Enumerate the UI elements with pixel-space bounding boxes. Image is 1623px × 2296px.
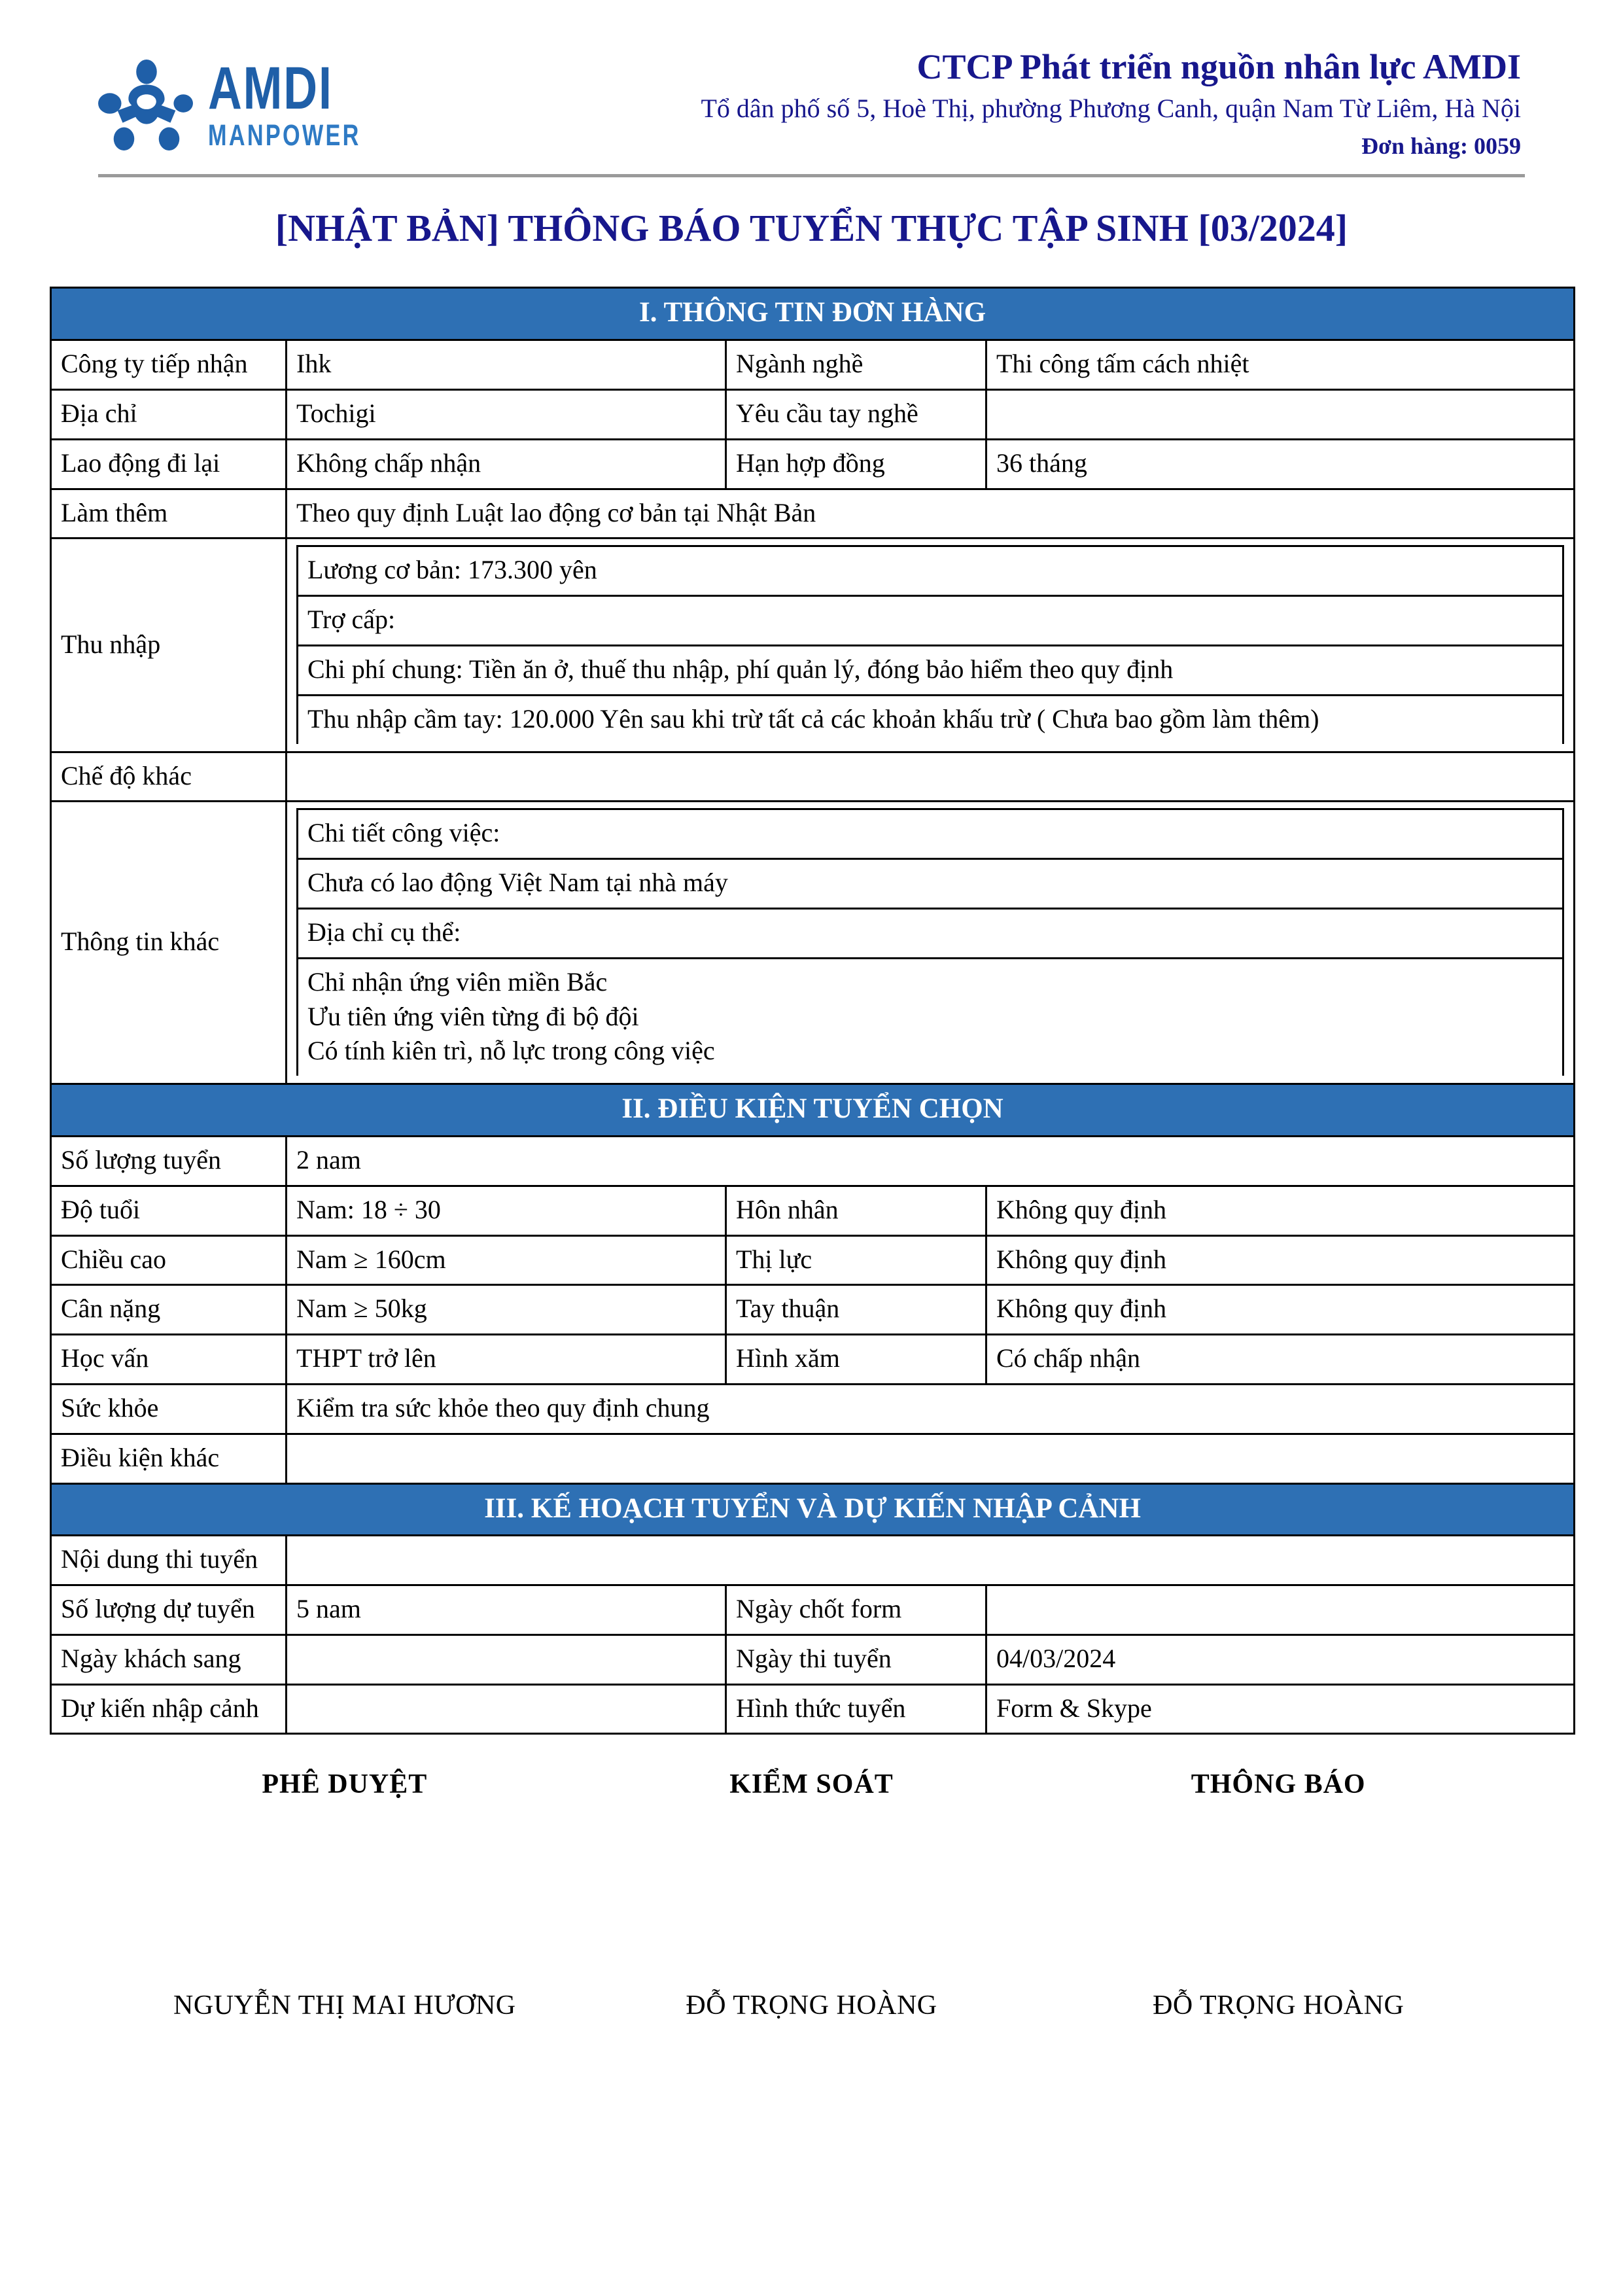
value-lam-them: Theo quy định Luật lao động cơ bản tại Nhật Bản bbox=[287, 489, 1575, 539]
table-row bbox=[51, 1585, 1575, 1635]
thong-tin-chua-co-lao-dong: Chưa có lao động Việt Nam tại nhà máy bbox=[298, 859, 1563, 909]
table-row bbox=[51, 752, 1575, 802]
signature-name-approve: NGUYỄN THỊ MAI HƯƠNG bbox=[173, 1990, 516, 2021]
label-ngay-chot-form: Ngày chốt form bbox=[726, 1585, 986, 1635]
recruitment-table bbox=[50, 287, 1575, 1735]
table-row bbox=[51, 539, 1575, 752]
signature-column-notify bbox=[1045, 1769, 1512, 2021]
thong-tin-dia-chi-cu-the: Địa chỉ cụ thể: bbox=[298, 908, 1563, 958]
label-thu-nhap: Thu nhập bbox=[51, 539, 287, 752]
table-row bbox=[51, 1536, 1575, 1585]
label-che-do-khac: Chế độ khác bbox=[51, 752, 287, 802]
section-header-3: III. KẾ HOẠCH TUYỂN VÀ DỰ KIẾN NHẬP CẢNH bbox=[51, 1483, 1575, 1536]
label-hon-nhan: Hôn nhân bbox=[726, 1186, 986, 1235]
value-dieu-kien-khac bbox=[287, 1434, 1575, 1483]
value-cong-ty-tiep-nhan: Ihk bbox=[287, 340, 726, 390]
table-row bbox=[51, 1483, 1575, 1536]
label-chieu-cao: Chiều cao bbox=[51, 1235, 287, 1285]
table-row bbox=[51, 802, 1575, 1084]
logo-text-manpower: MANPOWER bbox=[208, 118, 361, 152]
value-ngay-khach-sang bbox=[287, 1634, 726, 1684]
table-row bbox=[51, 1684, 1575, 1734]
table-row bbox=[51, 288, 1575, 340]
signature-title-control: KIỂM SOÁT bbox=[729, 1769, 894, 1800]
label-yeu-cau-tay-nghe: Yêu cầu tay nghề bbox=[726, 390, 986, 440]
signature-column-control bbox=[578, 1769, 1045, 2021]
value-thi-luc: Không quy định bbox=[986, 1235, 1575, 1285]
value-che-do-khac bbox=[287, 752, 1575, 802]
yeu-cau-kien-tri: Có tính kiên trì, nỗ lực trong công việc bbox=[307, 1036, 715, 1066]
value-noi-dung-thi-tuyen bbox=[287, 1536, 1575, 1585]
order-number: Đơn hàng: 0059 bbox=[1361, 133, 1521, 160]
table-row bbox=[51, 1335, 1575, 1385]
value-yeu-cau-tay-nghe bbox=[986, 390, 1575, 440]
thong-tin-yeu-cau-bo-sung bbox=[298, 958, 1563, 1076]
label-dia-chi: Địa chỉ bbox=[51, 390, 287, 440]
label-ngay-thi-tuyen: Ngày thi tuyển bbox=[726, 1634, 986, 1684]
label-noi-dung-thi-tuyen: Nội dung thi tuyển bbox=[51, 1536, 287, 1585]
main-table-wrapper bbox=[50, 287, 1573, 1735]
thu-nhap-cam-tay: Thu nhập cầm tay: 120.000 Yên sau khi trừ tất cả các khoản khấu trừ ( Chưa bao gồm làm thêm) bbox=[298, 695, 1563, 743]
table-row bbox=[51, 1084, 1575, 1137]
yeu-cau-mien-bac: Chỉ nhận ứng viên miền Bắc bbox=[307, 966, 608, 997]
value-do-tuoi: Nam: 18 ÷ 30 bbox=[287, 1186, 726, 1235]
value-tay-thuan: Không quy định bbox=[986, 1285, 1575, 1335]
value-can-nang: Nam ≥ 50kg bbox=[287, 1285, 726, 1335]
signature-title-approve: PHÊ DUYỆT bbox=[262, 1769, 428, 1800]
value-so-luong-tuyen: 2 nam bbox=[287, 1136, 1575, 1186]
list-item bbox=[298, 695, 1563, 743]
value-hon-nhan: Không quy định bbox=[986, 1186, 1575, 1235]
company-name: CTCP Phát triển nguồn nhân lực AMDI bbox=[916, 47, 1521, 86]
thu-nhap-luong-co-ban: Lương cơ bản: 173.300 yên bbox=[298, 546, 1563, 596]
label-han-hop-dong: Hạn hợp đồng bbox=[726, 439, 986, 489]
logo-wordmark bbox=[208, 54, 369, 152]
value-nganh-nghe: Thi công tấm cách nhiệt bbox=[986, 340, 1575, 390]
label-thong-tin-khac: Thông tin khác bbox=[51, 802, 287, 1084]
document-header bbox=[0, 0, 1623, 160]
value-thong-tin-khac-group bbox=[287, 802, 1575, 1084]
signature-space-approve bbox=[111, 1800, 578, 1990]
value-ngay-thi-tuyen: 04/03/2024 bbox=[986, 1634, 1575, 1684]
list-item bbox=[298, 809, 1563, 859]
signature-column-approve bbox=[111, 1769, 578, 2021]
label-lam-them: Làm thêm bbox=[51, 489, 287, 539]
label-so-luong-du-tuyen: Số lượng dự tuyển bbox=[51, 1585, 287, 1635]
label-can-nang: Cân nặng bbox=[51, 1285, 287, 1335]
list-item bbox=[298, 646, 1563, 696]
value-suc-khoe: Kiểm tra sức khỏe theo quy định chung bbox=[287, 1384, 1575, 1434]
label-hoc-van: Học vấn bbox=[51, 1335, 287, 1385]
table-row bbox=[51, 1634, 1575, 1684]
table-row bbox=[51, 1186, 1575, 1235]
label-nganh-nghe: Ngành nghề bbox=[726, 340, 986, 390]
signature-name-notify: ĐỖ TRỌNG HOÀNG bbox=[1153, 1990, 1405, 2021]
company-logo bbox=[98, 47, 369, 150]
label-tay-thuan: Tay thuận bbox=[726, 1285, 986, 1335]
table-row bbox=[51, 1285, 1575, 1335]
list-item bbox=[298, 859, 1563, 909]
value-hinh-xam: Có chấp nhận bbox=[986, 1335, 1575, 1385]
label-suc-khoe: Sức khỏe bbox=[51, 1384, 287, 1434]
value-lao-dong-di-lai: Không chấp nhận bbox=[287, 439, 726, 489]
list-item bbox=[298, 596, 1563, 646]
table-row bbox=[51, 340, 1575, 390]
value-dia-chi: Tochigi bbox=[287, 390, 726, 440]
label-du-kien-nhap-canh: Dự kiến nhập cảnh bbox=[51, 1684, 287, 1734]
label-so-luong-tuyen: Số lượng tuyển bbox=[51, 1136, 287, 1186]
signature-name-control: ĐỖ TRỌNG HOÀNG bbox=[686, 1990, 937, 2021]
yeu-cau-bo-doi: Ưu tiên ứng viên từng đi bộ đội bbox=[307, 1001, 639, 1031]
header-divider bbox=[98, 174, 1525, 177]
thu-nhap-chi-phi-chung: Chi phí chung: Tiền ăn ở, thuế thu nhập, phí quản lý, đóng bảo hiểm theo quy định bbox=[298, 646, 1563, 696]
label-hinh-thuc-tuyen: Hình thức tuyển bbox=[726, 1684, 986, 1734]
signature-space-control bbox=[578, 1800, 1045, 1990]
section-header-2: II. ĐIỀU KIỆN TUYỂN CHỌN bbox=[51, 1084, 1575, 1137]
company-address: Tổ dân phố số 5, Hoè Thị, phường Phương Canh, quận Nam Từ Liêm, Hà Nội bbox=[701, 94, 1521, 124]
value-du-kien-nhap-canh bbox=[287, 1684, 726, 1734]
header-company-block bbox=[369, 47, 1525, 160]
label-cong-ty-tiep-nhan: Công ty tiếp nhận bbox=[51, 340, 287, 390]
value-thu-nhap-group bbox=[287, 539, 1575, 752]
thu-nhap-tro-cap: Trợ cấp: bbox=[298, 596, 1563, 646]
table-row bbox=[51, 489, 1575, 539]
value-so-luong-du-tuyen: 5 nam bbox=[287, 1585, 726, 1635]
signature-title-notify: THÔNG BÁO bbox=[1191, 1769, 1366, 1800]
label-ngay-khach-sang: Ngày khách sang bbox=[51, 1634, 287, 1684]
table-row bbox=[51, 390, 1575, 440]
value-chieu-cao: Nam ≥ 160cm bbox=[287, 1235, 726, 1285]
label-do-tuoi: Độ tuổi bbox=[51, 1186, 287, 1235]
list-item bbox=[298, 958, 1563, 1076]
section-header-1: I. THÔNG TIN ĐƠN HÀNG bbox=[51, 288, 1575, 340]
logo-text-amdi: AMDI bbox=[208, 54, 333, 122]
list-item bbox=[298, 546, 1563, 596]
value-hoc-van: THPT trở lên bbox=[287, 1335, 726, 1385]
list-item bbox=[298, 908, 1563, 958]
signature-block bbox=[111, 1769, 1512, 2021]
table-row bbox=[51, 1384, 1575, 1434]
thong-tin-chi-tiet-cong-viec: Chi tiết công việc: bbox=[298, 809, 1563, 859]
table-row bbox=[51, 439, 1575, 489]
amdi-people-circle-icon bbox=[98, 59, 195, 150]
table-row bbox=[51, 1434, 1575, 1483]
label-lao-dong-di-lai: Lao động đi lại bbox=[51, 439, 287, 489]
signature-space-notify bbox=[1045, 1800, 1512, 1990]
value-hinh-thuc-tuyen: Form & Skype bbox=[986, 1684, 1575, 1734]
table-row bbox=[51, 1235, 1575, 1285]
thu-nhap-subtable bbox=[296, 545, 1564, 743]
table-row bbox=[51, 1136, 1575, 1186]
label-thi-luc: Thị lực bbox=[726, 1235, 986, 1285]
label-dieu-kien-khac: Điều kiện khác bbox=[51, 1434, 287, 1483]
value-han-hop-dong: 36 tháng bbox=[986, 439, 1575, 489]
page-title: [NHẬT BẢN] THÔNG BÁO TUYỂN THỰC TẬP SINH [03/2024] bbox=[275, 207, 1348, 250]
label-hinh-xam: Hình xăm bbox=[726, 1335, 986, 1385]
value-ngay-chot-form bbox=[986, 1585, 1575, 1635]
thong-tin-khac-subtable bbox=[296, 808, 1564, 1076]
